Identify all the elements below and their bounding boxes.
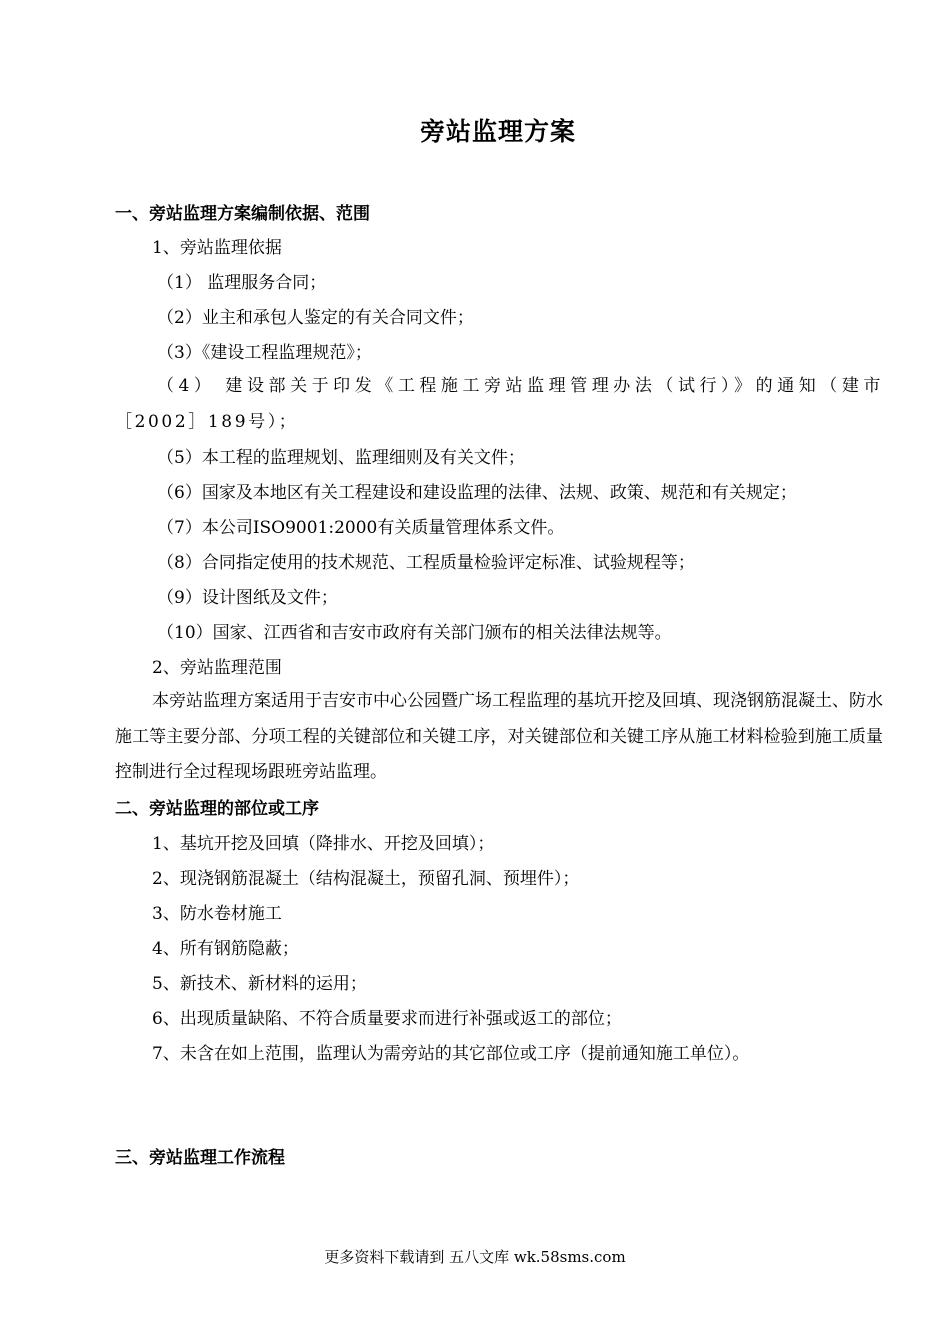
section-3-heading: 三、旁站监理工作流程: [115, 1148, 285, 1168]
subsection-basis-heading: 1、旁站监理依据: [152, 238, 282, 258]
basis-item-4: （4） 建设部关于印发《工程施工旁站监理管理办法（试行）》的通知（建市［2002］189号）；: [115, 376, 883, 432]
basis-item-7: （7）本公司ISO9001:2000有关质量管理体系文件。: [157, 518, 565, 538]
document-title: 旁站监理方案: [419, 117, 576, 146]
scope-paragraph: 本旁站监理方案适用于吉安市中心公园暨广场工程监理的基坑开挖及回填、现浇钢筋混凝土、防水施工等主要分部、分项工程的关键部位和关键工序，对关键部位和关键工序从施工材料检验到施工质量控制进行全过程现场跟班旁站监理。: [115, 691, 883, 782]
basis-item-1: （1） 监理服务合同；: [157, 273, 327, 293]
position-item-5: 5、新技术、新材料的运用；: [152, 974, 367, 994]
basis-item-6: （6）国家及本地区有关工程建设和建设监理的法律、法规、政策、规范和有关规定；: [157, 483, 797, 503]
basis-item-2: （2）业主和承包人鉴定的有关合同文件；: [157, 308, 474, 328]
basis-item-8: （8）合同指定使用的技术规范、工程质量检验评定标准、试验规程等；: [157, 553, 695, 573]
position-item-6: 6、出现质量缺陷、不符合质量要求而进行补强或返工的部位；: [152, 1009, 622, 1029]
footer-note: 更多资料下载请到 五八文库 wk.58sms.com: [324, 1248, 626, 1266]
basis-item-3: （3）《建设工程监理规范》；: [157, 343, 372, 363]
subsection-scope-heading: 2、旁站监理范围: [152, 658, 282, 678]
section-1-heading: 一、旁站监理方案编制依据、范围: [115, 204, 370, 224]
position-item-3: 3、防水卷材施工: [152, 904, 282, 924]
section-2-heading: 二、旁站监理的部位或工序: [115, 799, 319, 819]
position-item-7: 7、未含在如上范围，监理认为需旁站的其它部位或工序（提前通知施工单位）。: [152, 1044, 750, 1064]
basis-item-5: （5）本工程的监理规划、监理细则及有关文件；: [157, 448, 525, 468]
basis-item-9: （9）设计图纸及文件；: [157, 588, 338, 608]
basis-item-10: （10）国家、江西省和吉安市政府有关部门颁布的相关法律法规等。: [157, 623, 672, 643]
position-item-2: 2、现浇钢筋混凝土（结构混凝土，预留孔洞、预埋件）；: [152, 869, 580, 889]
position-item-4: 4、所有钢筋隐蔽；: [152, 939, 299, 959]
position-item-1: 1、基坑开挖及回填（降排水、开挖及回填）；: [152, 834, 495, 854]
